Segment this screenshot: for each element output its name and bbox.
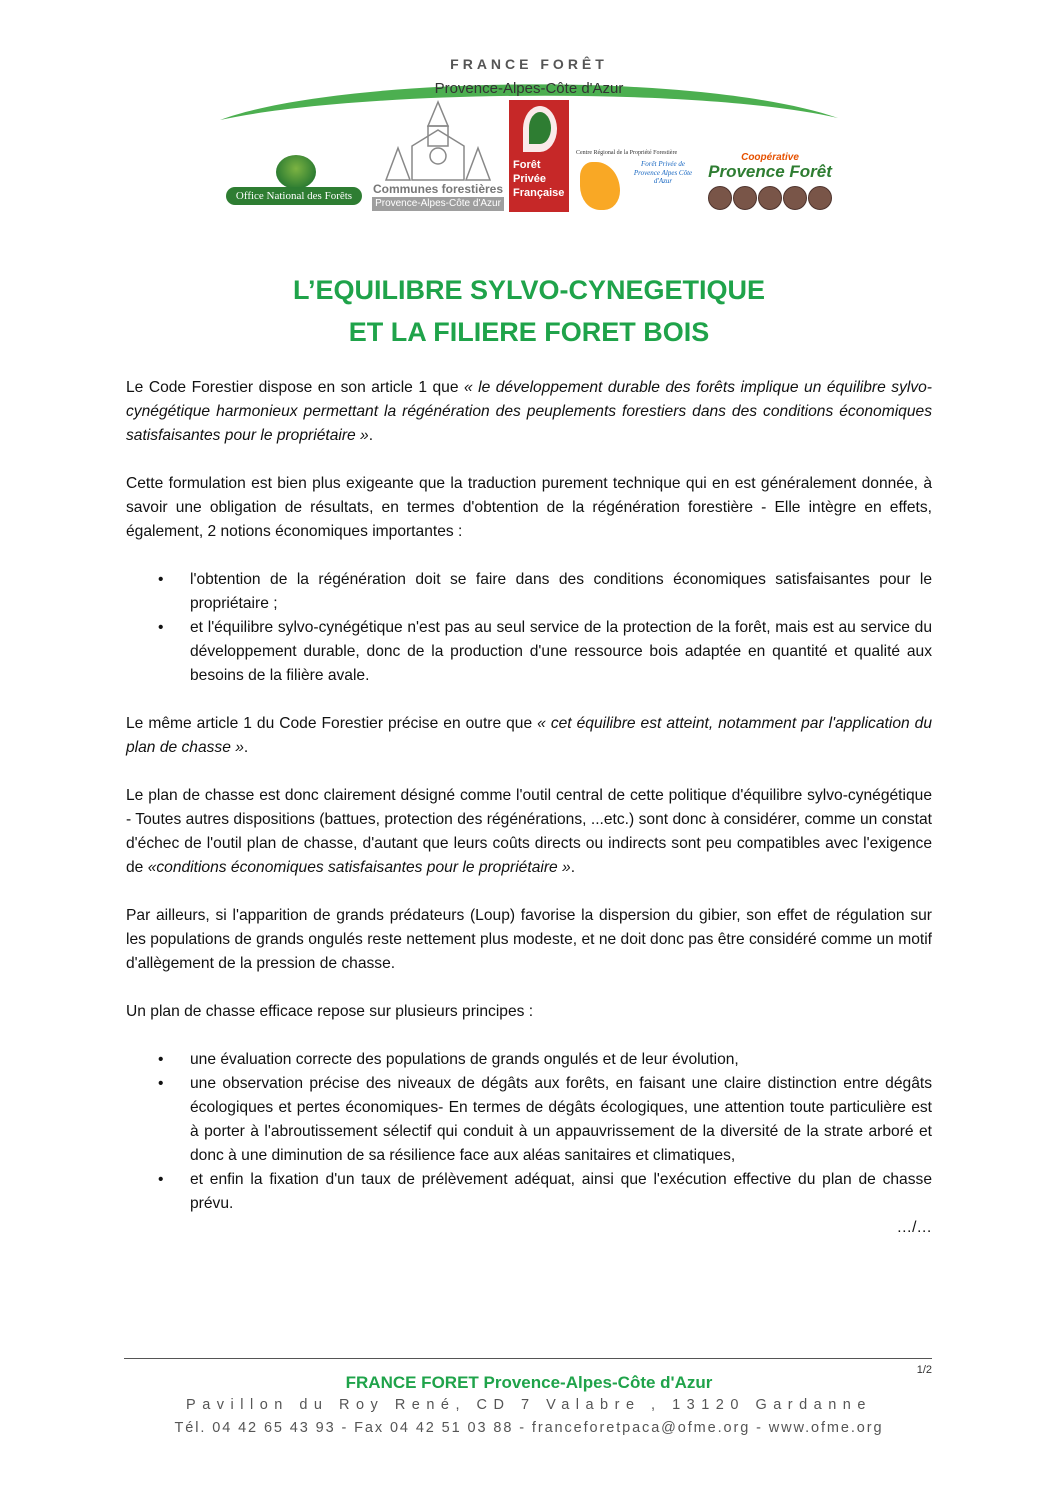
cooperative-provence-foret-logo: [704, 152, 836, 212]
bullet-list-2: [126, 1048, 932, 1216]
coop-logo-top: Coopérative: [741, 152, 799, 163]
bullet-icon: •: [158, 1075, 164, 1092]
continued-marker: …/…: [896, 1219, 932, 1236]
communes-logo-sublabel: Provence-Alpes-Côte d'Azur: [372, 197, 504, 211]
paragraph-4: Le plan de chasse est donc clairement désigné comme l'outil central de cette politique d'équilibre sylvo-cynégétique - Toutes autres dispositions (battues, protection des régénérations, ...etc.) sont donc à considérer, comme un constat d'échec de l'outil plan de chasse, d'autant que leurs coûts directs ou indirects sont peu compatibles avec l'exigence de «conditions économiques satisfaisantes pour le propriétaire ».: [126, 787, 932, 876]
page-number: 1/2: [916, 1364, 932, 1376]
paragraph-3: Le même article 1 du Code Forestier précise en outre que « cet équilibre est atteint, notamment par l'application du plan de chasse ».: [126, 715, 932, 756]
communes-logo-label: Communes forestières: [372, 182, 504, 196]
paragraph-2: Cette formulation est bien plus exigeante que la traduction purement technique qui en est généralement donnée, à savoir une obligation de résultats, en termes d'obtention de la régénération forestière - Elle intègre en effets, également, 2 notions économiques importantes :: [126, 475, 932, 540]
church-icon: [372, 100, 504, 182]
wood-slices-icon: [708, 186, 832, 210]
footer-organization: FRANCE FORET Provence-Alpes-Côte d'Azur: [345, 1373, 713, 1392]
document-title-line2: ET LA FILIERE FORET BOIS: [348, 317, 710, 347]
bullet-icon: •: [158, 1051, 164, 1068]
foret-privee-francaise-logo: [509, 100, 569, 212]
document-title-line1: L’EQUILIBRE SYLVO-CYNEGETIQUE: [292, 275, 766, 305]
coop-logo-main: Provence Forêt: [708, 162, 832, 181]
brand-region: Provence-Alpes-Côte d'Azur: [434, 80, 624, 97]
tree-icon: [276, 155, 316, 189]
paragraph-1: Le Code Forestier dispose en son article 1 que « le développement durable des forêts implique un équilibre sylvo-cynégétique harmonieux permettant la régénération des peuplements forestiers dans des conditions économiques satisfaisantes pour le propriétaire ».: [126, 379, 932, 444]
fpf-logo-text: Forêt Privée Française: [513, 159, 565, 199]
footer-divider: [124, 1358, 932, 1359]
onf-logo: [220, 155, 368, 210]
crpf-logo: [576, 150, 696, 212]
list-item: • et l'équilibre sylvo-cynégétique n'est pas au seul service de la protection de la forêt, mais est au service du développement durable, donc de la production d'une ressource bois adaptée en quantité et qualité aux besoins de la filière avale.: [126, 616, 932, 688]
paragraph-6: Un plan de chasse efficace repose sur plusieurs principes :: [126, 1003, 534, 1020]
paragraph-5: Par ailleurs, si l'apparition de grands prédateurs (Loup) favorise la dispersion du gibier, son effet de régulation sur les populations de grands ongulés reste nettement plus modeste, et ne doit donc pas être considéré comme un motif d'allègement de la pression de chasse.: [126, 907, 932, 972]
footer-contact: Tél. 04 42 65 43 93 - Fax 04 42 51 03 88 - franceforetpaca@ofme.org - www.ofme.org: [174, 1420, 884, 1436]
list-item: • une observation précise des niveaux de dégâts aux forêts, en faisant une claire distinction entre dégâts écologiques et pertes économiques- En termes de dégâts écologiques, une attention toute particulière est à porter à l'abroutissement sélectif qui conduit à un appauvrissement de la diversité de la strate arboré et donc à une diminution de sa résilience face aux aléas sanitaires et climatiques,: [126, 1072, 932, 1168]
bullet-icon: •: [158, 1171, 164, 1188]
crpf-logo-title: Centre Régional de la Propriété Forestière: [576, 150, 678, 156]
letterhead: [0, 0, 1058, 230]
footer-address: Pavillon du Roy René, CD 7 Valabre , 13120 Gardanne: [186, 1397, 872, 1413]
list-item: • une évaluation correcte des populations de grands ongulés et de leur évolution,: [126, 1048, 932, 1072]
communes-forestieres-logo: [372, 100, 504, 212]
bullet-list-1: [126, 568, 932, 688]
bullet-icon: •: [158, 619, 164, 636]
document-body: [126, 376, 932, 1240]
list-item: • et enfin la fixation d'un taux de prélèvement adéquat, ainsi que l'exécution effective du plan de chasse prévu.: [126, 1168, 932, 1216]
bullet-icon: •: [158, 571, 164, 588]
region-map-icon: [580, 162, 620, 210]
list-item: • l'obtention de la régénération doit se faire dans des conditions économiques satisfaisantes pour le propriétaire ;: [126, 568, 932, 616]
crpf-logo-text: Forêt Privée de Provence Alpes Côte d'Azur: [633, 160, 693, 185]
onf-logo-label: Office National des Forêts: [226, 187, 362, 205]
brand-name: FRANCE FORÊT: [450, 56, 608, 72]
leaf-inner-icon: [529, 112, 551, 144]
